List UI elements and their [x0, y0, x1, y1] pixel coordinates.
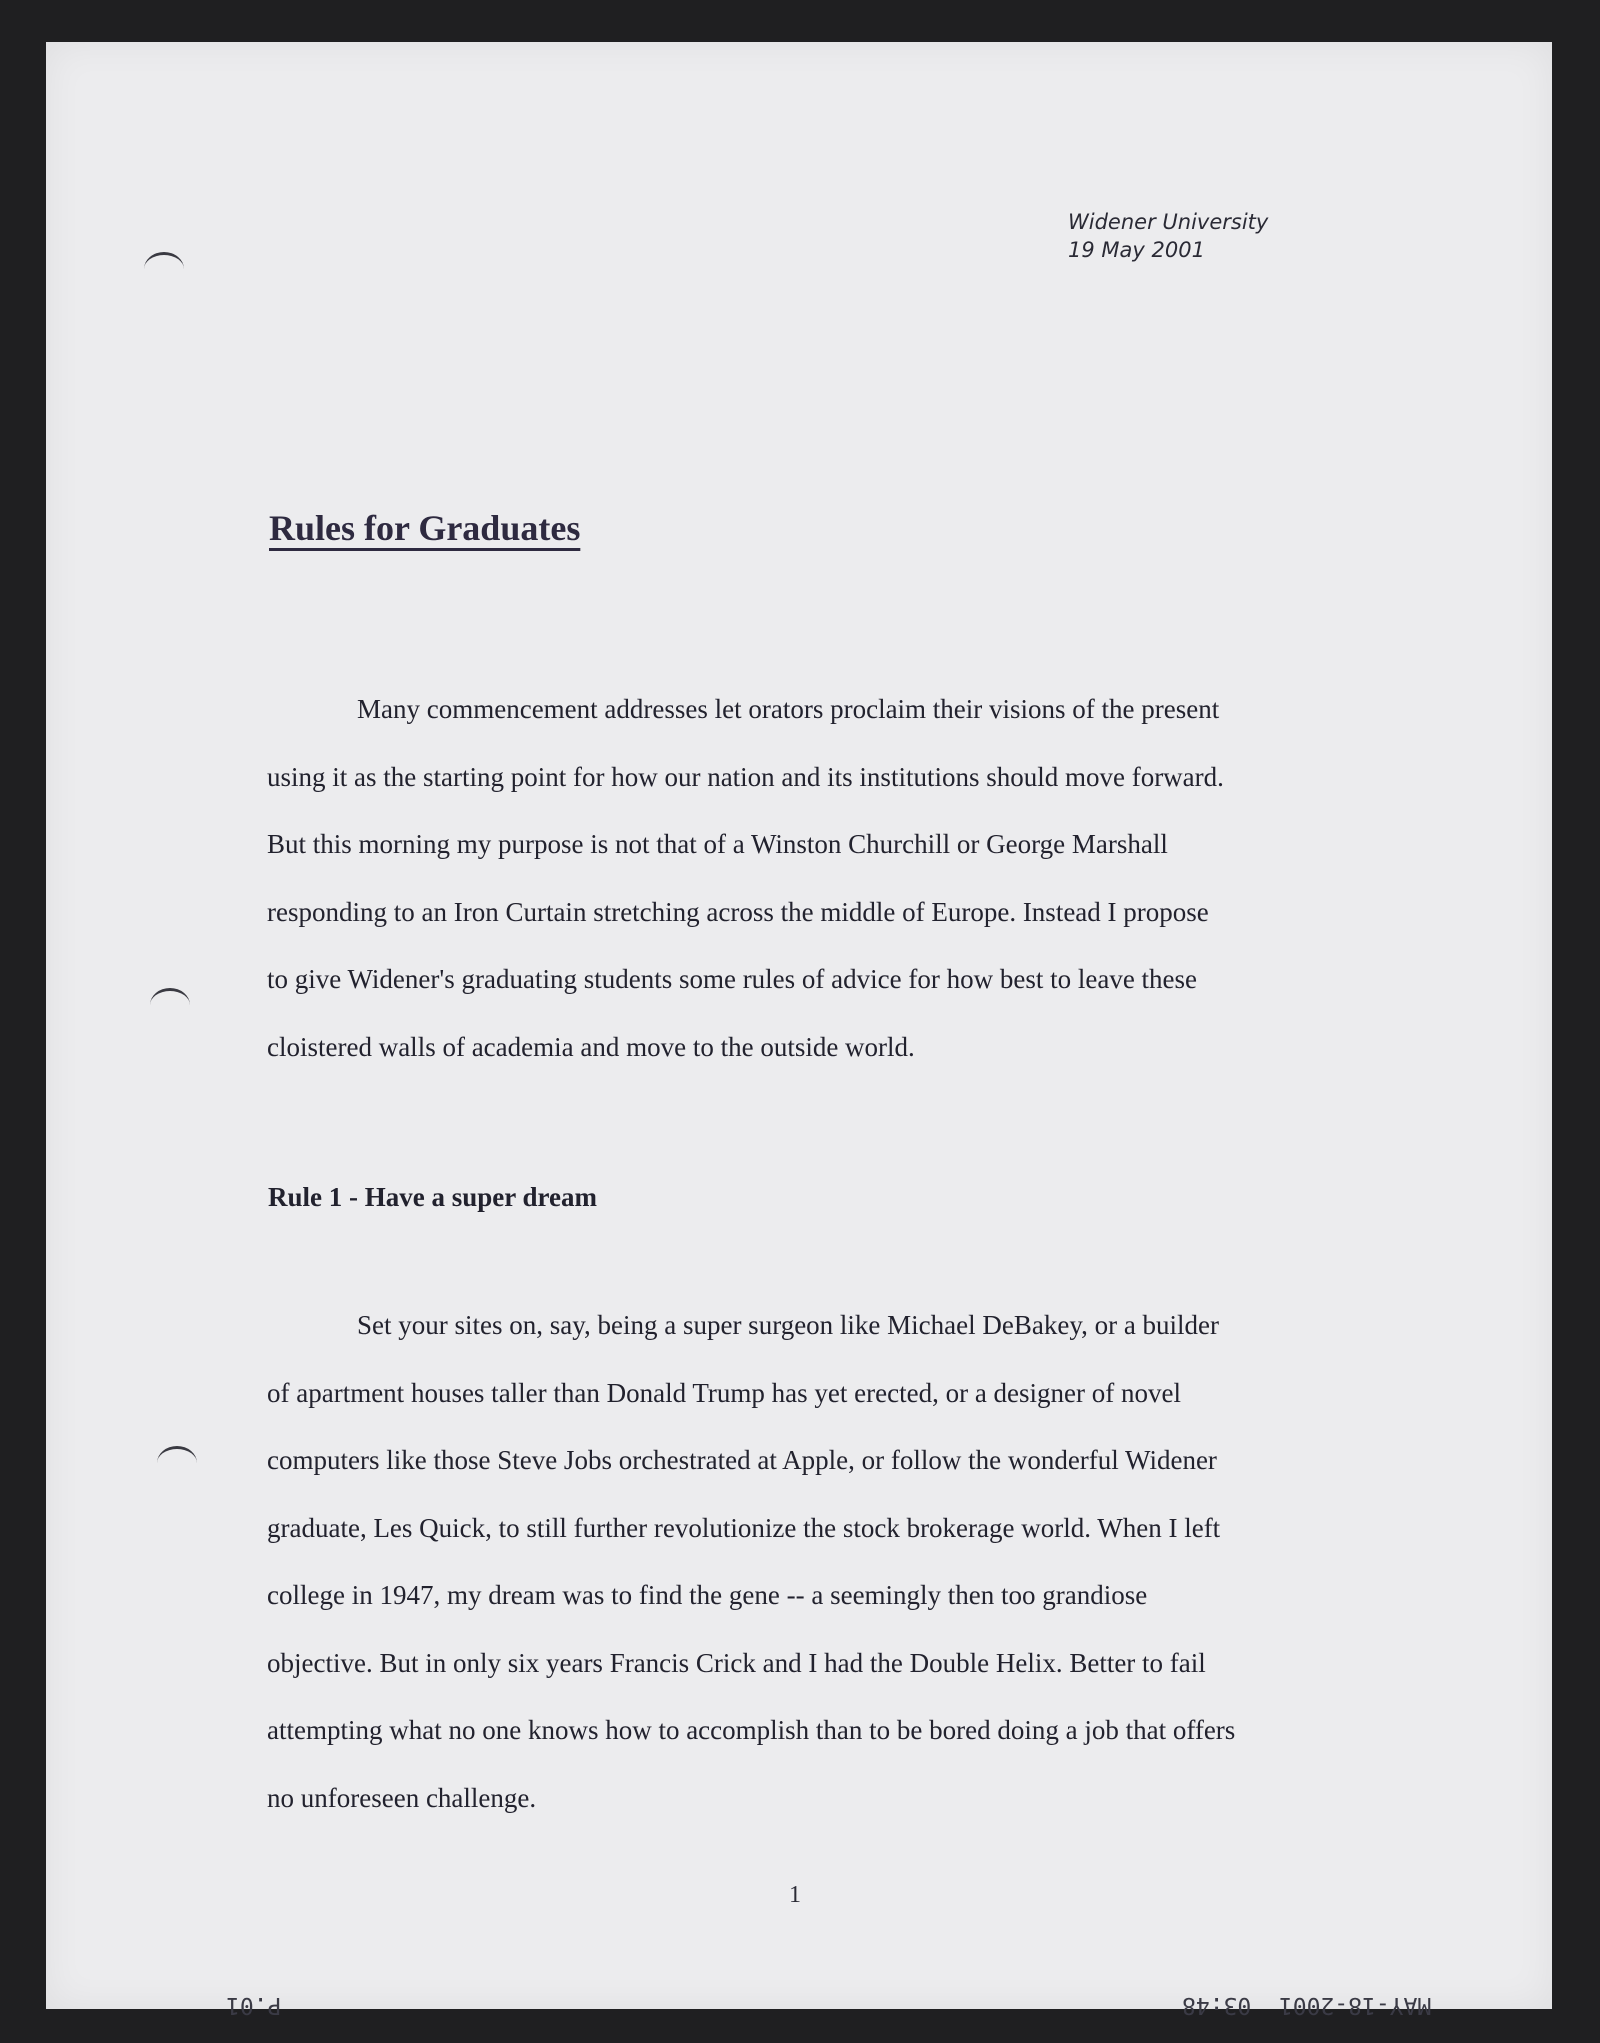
- paragraph-line: graduate, Les Quick, to still further revolutionize the stock brokerage world. When I left: [267, 1512, 1221, 1543]
- document-title: Rules for Graduates: [269, 508, 581, 548]
- fax-page-code: P.01: [226, 1992, 282, 2018]
- paragraph-line: cloistered walls of academia and move to the outside world.: [267, 1031, 915, 1062]
- paragraph-line: Many commencement addresses let orators proclaim their visions of the present: [357, 694, 1220, 724]
- paragraph-line: attempting what no one knows how to accomplish than to be bored doing a job that offers: [267, 1715, 1236, 1745]
- paragraph-line: to give Widener's graduating students some rules of advice for how best to leave these: [267, 964, 1198, 994]
- intro-paragraph: [267, 694, 1387, 1099]
- paragraph-line: But this morning my purpose is not that of a Winston Churchill or George Marshall: [267, 829, 1168, 859]
- header-date: 19 May 2001: [1068, 238, 1205, 262]
- page-number: 1: [789, 1882, 801, 1908]
- punch-mark-bottom: [157, 1446, 197, 1463]
- paragraph-line: of apartment houses taller than Donald Trump has yet erected, or a designer of novel: [267, 1377, 1181, 1408]
- paragraph-line: college in 1947, my dream was to find the gene -- a seemingly then too grandiose: [267, 1580, 1148, 1610]
- rule-1-heading: Rule 1 - Have a super dream: [268, 1182, 597, 1212]
- paragraph-line: no unforeseen challenge.: [267, 1782, 537, 1813]
- document-page: [46, 42, 1552, 2018]
- punch-mark-middle: [150, 988, 190, 1005]
- header-block: [1068, 208, 1268, 264]
- header-institution: Widener University: [1068, 210, 1269, 234]
- fax-timestamp: MAY-18-2001 03:48: [1182, 1992, 1432, 2018]
- paragraph-line: responding to an Iron Curtain stretching across the middle of Europe. Instead I propose: [267, 896, 1209, 927]
- paragraph-line: objective. But in only six years Francis Crick and I had the Double Helix. Better to fail: [267, 1647, 1206, 1678]
- paragraph-line: computers like those Steve Jobs orchestrated at Apple, or follow the wonderful Widener: [267, 1445, 1217, 1475]
- paragraph-line: Set your sites on, say, being a super surgeon like Michael DeBakey, or a builder: [357, 1310, 1220, 1340]
- rule-1-paragraph: [267, 1310, 1387, 1850]
- paragraph-line: using it as the starting point for how our nation and its institutions should move forward.: [267, 761, 1224, 792]
- punch-mark-top: [144, 252, 184, 269]
